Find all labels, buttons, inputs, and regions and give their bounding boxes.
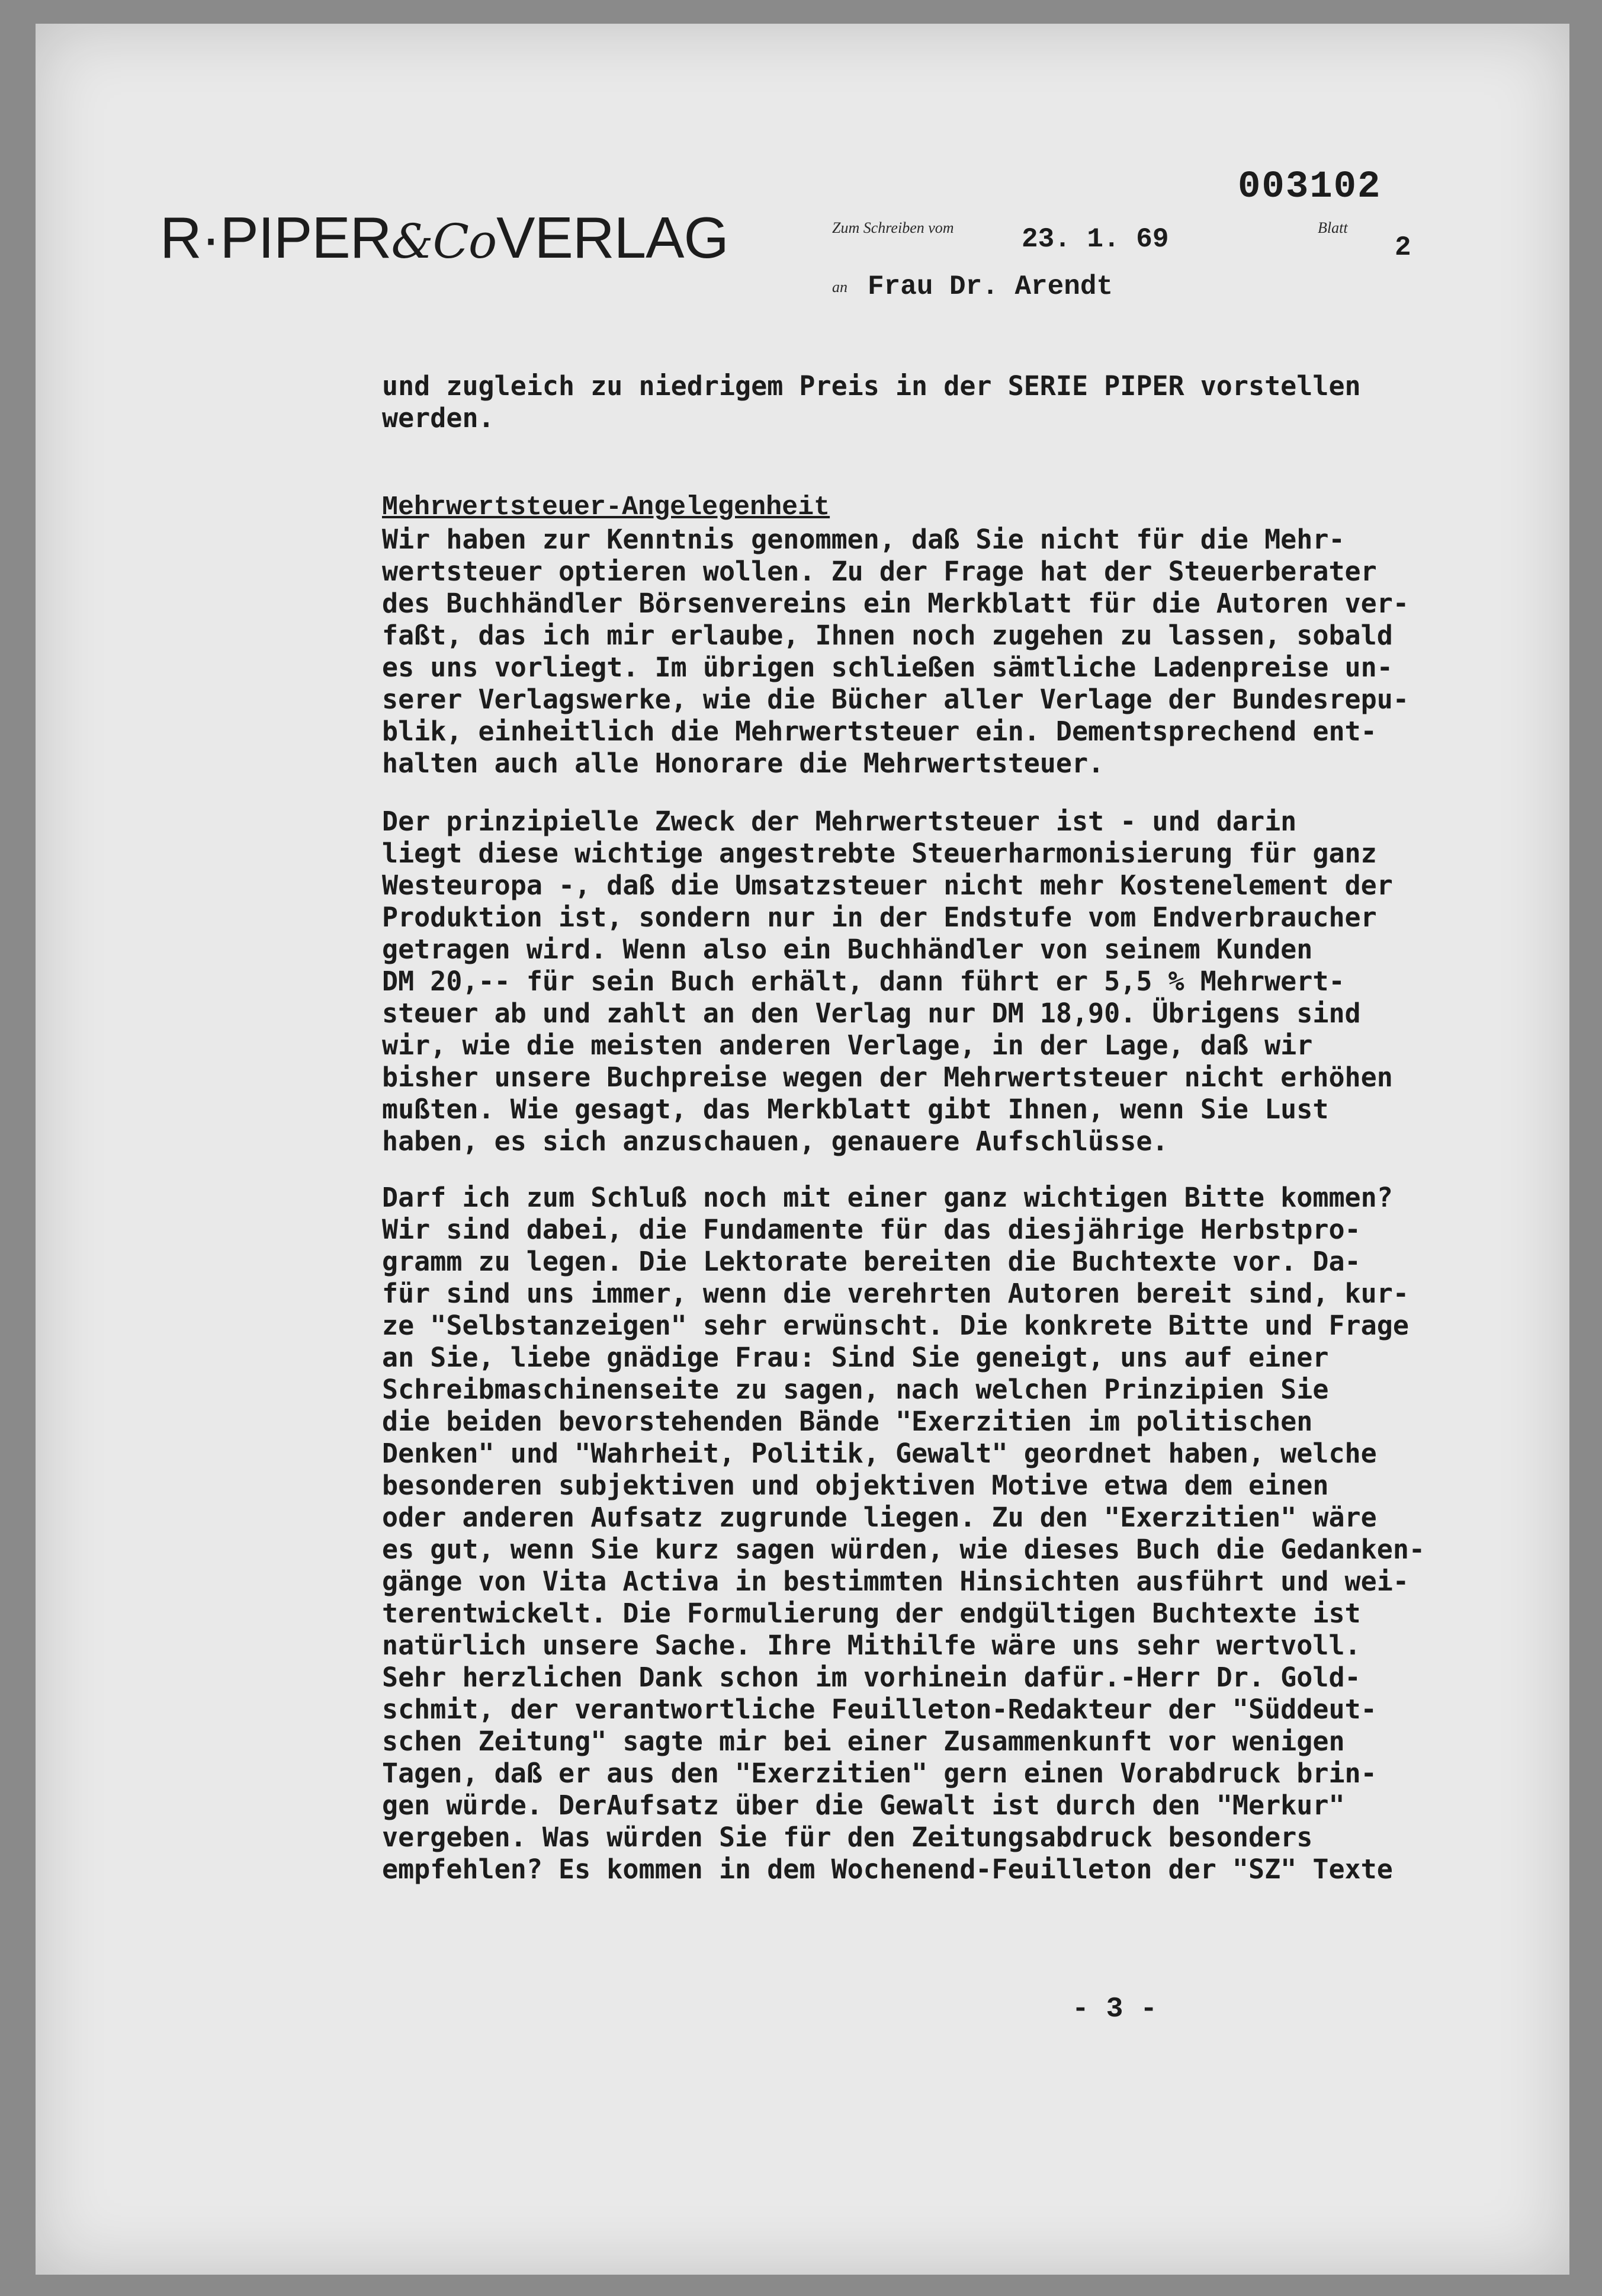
recipient-label: an — [832, 278, 847, 296]
recipient-name: Frau Dr. Arendt — [868, 271, 1113, 302]
next-page-marker: - 3 - — [1072, 1993, 1158, 2025]
logo-suffix: VERLAG — [496, 205, 728, 270]
reference-label: Zum Schreiben vom — [832, 219, 954, 236]
reference-date: 23. 1. 69 — [1022, 224, 1169, 255]
paragraph-2: Der prinzipielle Zweck der Mehrwertsteuer ist - und darin liegt diese wichtige angestrebte Steuerharmonisierung für ganz Westeuropa -, daß die Umsatzsteuer nicht mehr Kostenelement der Produktion ist, sondern nur in der Endstufe vom Endverbraucher getragen wird. Wenn also ein Buchhändler von seinem Kunden DM 20,-- für sein Buch erhält, dann führt er 5,5 % Mehrwert- steuer ab und zahlt an den Verlag nur DM 18,90. Übrigens sind wir, wie die meisten anderen Verlage, in der Lage, daß wir bisher unsere Buchpreise wegen der Mehrwertsteuer nicht erhöhen mußten. Wie gesagt, das Merkblatt gibt Ihnen, wenn Sie Lust haben, es sich anzuschauen, genauere Aufschlüsse. — [382, 806, 1393, 1157]
document-number: 003102 — [1238, 166, 1382, 209]
letter-page — [36, 24, 1569, 2275]
section-heading: Mehrwertsteuer-Angelegenheit — [382, 492, 830, 522]
logo-amp: &Co — [391, 214, 497, 269]
publisher-logo — [160, 204, 728, 271]
logo-name: R·PIPER — [160, 205, 391, 270]
paragraph-3: Darf ich zum Schluß noch mit einer ganz wichtigen Bitte kommen? Wir sind dabei, die Fundamente für das diesjährige Herbstpro- gramm zu legen. Die Lektorate bereiten die Buchtexte vor. Da- für sind uns immer, wenn die verehrten Autoren bereit sind, kur- ze "Selbstanzeigen" sehr erwünscht. Die konkrete Bitte und Frage an Sie, liebe gnädige Frau: Sind Sie geneigt, uns auf einer Schreibmaschinenseite zu sagen, nach welchen Prinzipien Sie die beiden bevorstehenden Bände "Exerzitien im politischen Denken" und "Wahrheit, Politik, Gewalt" geordnet haben, welche besonderen subjektiven und objektiven Motive etwa dem einen oder anderen Aufsatz zugrunde liegen. Zu den "Exerzitien" wäre es gut, wenn Sie kurz sagen würden, wie dieses Buch die Gedanken- gänge von Vita Activa in bestimmten Hinsichten ausführt und wei- terentwickelt. Die Formulierung der endgültigen Buchtexte ist natürlich unsere Sache. Ihre Mithilfe wäre uns sehr wertvoll. Sehr herzlichen Dank schon im vorhinein dafür.-Herr Dr. Gold- schmit, der verantwortliche Feuilleton-Redakteur der "Süddeut- schen Zeitung" sagte mir bei einer Zusammenkunft vor wenigen Tagen, daß er aus den "Exerzitien" gern einen Vorabdruck brin- gen würde. DerAufsatz über die Gewalt ist durch den "Merkur" vergeben. Was würden Sie für den Zeitungsabdruck besonders empfehlen? Es kommen in dem Wochenend-Feuilleton der "SZ" Texte — [382, 1182, 1425, 1885]
sheet-number: 2 — [1395, 232, 1411, 263]
intro-text: und zugleich zu niedrigem Preis in der SERIE PIPER vorstellen werden. — [382, 370, 1361, 434]
sheet-label: Blatt — [1318, 219, 1348, 236]
paragraph-1: Wir haben zur Kenntnis genommen, daß Sie nicht für die Mehr- wertsteuer optieren wollen. Zu der Frage hat der Steuerberater des Buchhändler Börsenvereins ein Merkblatt für die Autoren ver- faßt, das ich mir erlaube, Ihnen noch zugehen zu lassen, sobald es uns vorliegt. Im übrigen schließen sämtliche Ladenpreise un- serer Verlagswerke, wie die Bücher aller Verlage der Bundesrepu- blik, einheitlich die Mehrwertsteuer ein. Dementsprechend ent- halten auch alle Honorare die Mehrwertsteuer. — [382, 524, 1409, 779]
